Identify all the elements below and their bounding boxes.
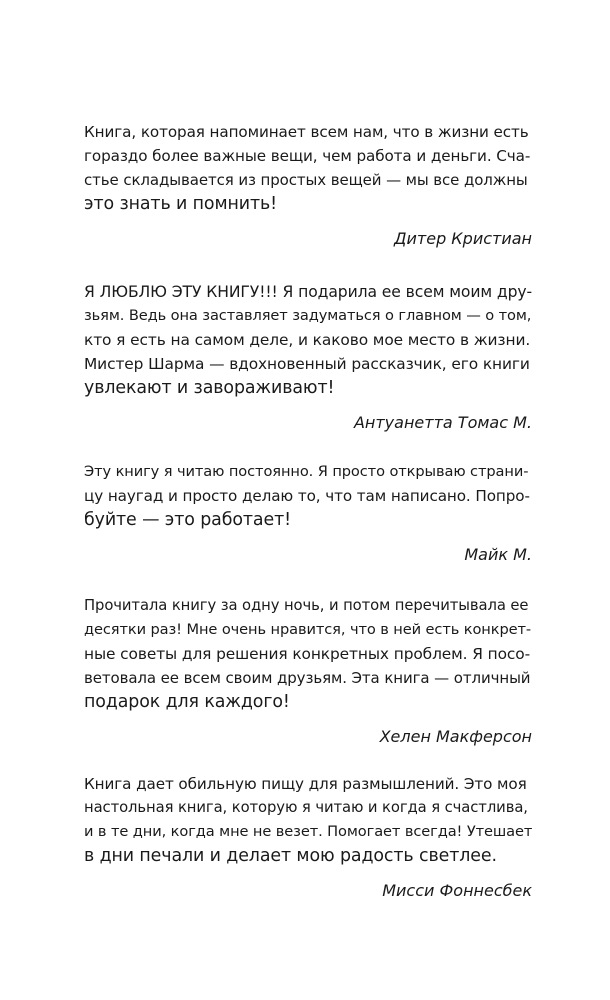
text-line: Книга дает обильную пищу для размышлений. Это моя — [84, 775, 527, 793]
text-line: цу наугад и просто делаю то, что там написано. Попро- — [84, 487, 530, 505]
text-line: Эту книгу я читаю постоянно. Я просто открываю страни- — [84, 463, 529, 480]
review-text — [84, 120, 532, 216]
review-1 — [84, 120, 532, 251]
text-line: кто я есть на самом деле, и каково мое место в жизни. — [84, 331, 531, 349]
review-5 — [84, 772, 532, 903]
text-line: Прочитала книгу за одну ночь, и потом перечитывала ее — [84, 597, 529, 614]
review-4 — [84, 594, 532, 749]
text-line: зьям. Ведь она заставляет задуматься о главном — о том, — [84, 307, 532, 324]
review-text — [84, 594, 532, 714]
review-text — [84, 280, 532, 400]
text-line: и в те дни, когда мне не везет. Помогает всегда! Утешает — [84, 823, 533, 840]
text-line: это знать и помнить! — [84, 194, 278, 214]
text-line: Мистер Шарма — вдохновенный рассказчик, его книги — [84, 355, 530, 373]
text-line: гораздо более важные вещи, чем работа и деньги. Сча- — [84, 147, 531, 165]
text-line: стье складывается из простых вещей — мы все должны — [84, 171, 528, 189]
review-author: Майк М. — [464, 545, 532, 564]
text-line: ветовала ее всем своим друзьям. Эта книга — отличный — [84, 669, 531, 687]
text-line: подарок для каждого! — [84, 692, 290, 712]
review-author: Хелен Макферсон — [379, 727, 532, 746]
text-line: в дни печали и делает мою радость светлее. — [84, 846, 497, 866]
review-2 — [84, 280, 532, 435]
review-text — [84, 460, 532, 532]
text-line: Я ЛЮБЛЮ ЭТУ КНИГУ!!! Я подарила ее всем моим дру- — [84, 283, 533, 301]
review-text — [84, 772, 532, 868]
text-line: буйте — это работает! — [84, 510, 291, 530]
text-line: десятки раз! Мне очень нравится, что в ней есть конкрет- — [84, 621, 532, 638]
text-line: настольная книга, которую я читаю и когда я счастлива, — [84, 799, 528, 816]
text-line: Книга, которая напоминает всем нам, что в жизни есть — [84, 123, 529, 141]
text-line: увлекают и завораживают! — [84, 378, 335, 398]
text-line: ные советы для решения конкретных проблем. Я посо- — [84, 645, 531, 663]
review-author: Мисси Фоннесбек — [382, 881, 532, 900]
review-3 — [84, 460, 532, 567]
review-author: Дитер Кристиан — [394, 229, 532, 248]
review-author: Антуанетта Томас М. — [353, 413, 532, 432]
